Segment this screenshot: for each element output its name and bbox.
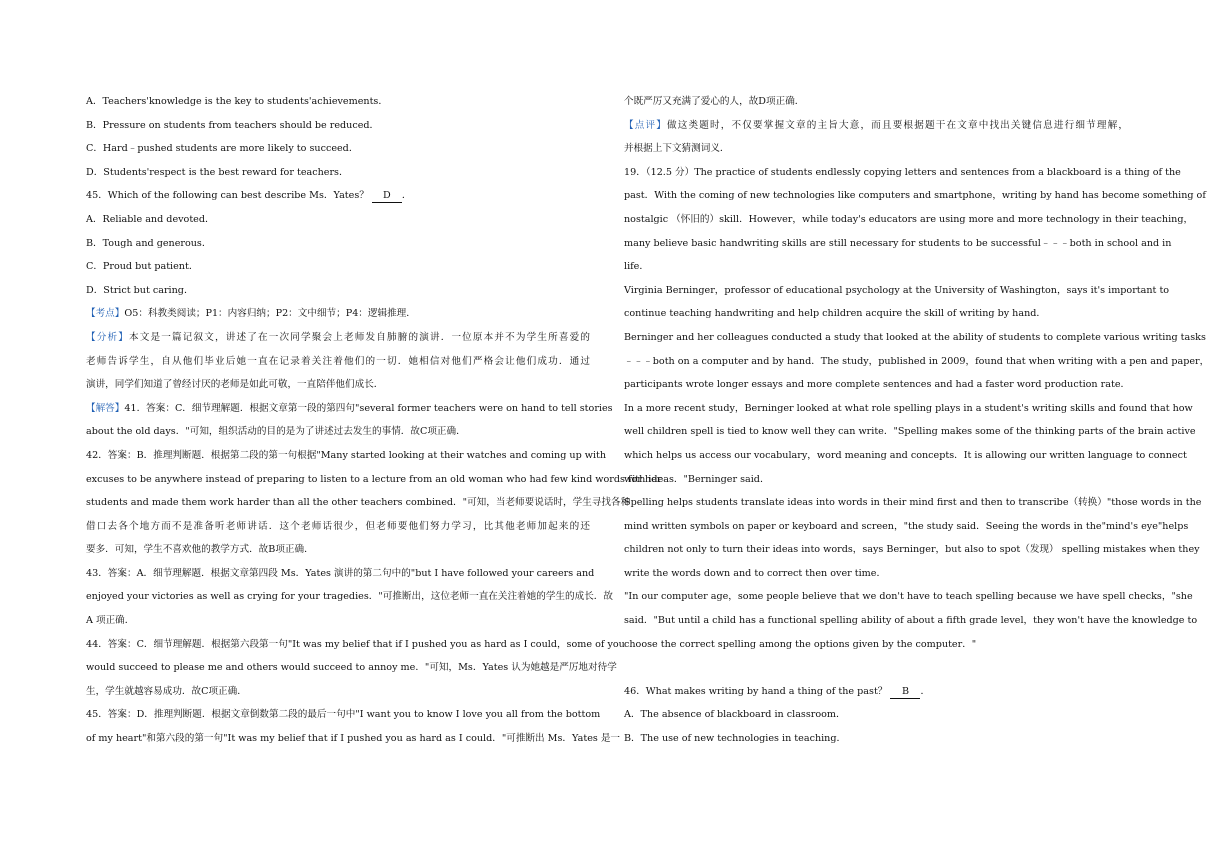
fenxi-tag: 【分析】 <box>86 331 129 343</box>
answer-43-line-3: A 项正确． <box>86 615 135 627</box>
q45-option-a: A．Reliable and devoted． <box>86 213 215 225</box>
q46-option-b: B．The use of new technologies in teaching． <box>624 733 847 745</box>
option-d-line: D．Students'respect is the best reward for teachers． <box>86 166 349 178</box>
jieda-line-2: about the old days．"可知，组织活动的目的是为了讲述过去发生的事情．故C项正确． <box>86 426 466 438</box>
answer-42-line-5: 要多．可知，学生不喜欢他的教学方式．故B项正确． <box>86 544 314 556</box>
jieda-line-1 <box>86 402 613 427</box>
answer-42-line-3: students and made them work harder than all the other teachers combined．"可知，当老师要说话时，学生寻找各种 <box>86 497 631 509</box>
dianping-text-1: 做这类题时，不仅要掌握文章的主旨大意，而且要根据题干在文章中找出关键信息进行细节理解， <box>667 119 1129 131</box>
dianping-line-2: 并根据上下文猜测词义． <box>624 143 730 155</box>
paragraph-5-line-3: children not only to turn their ideas into words，says Berninger，but also to spot（发现） spelling mistakes when they <box>624 544 1200 556</box>
question-45-text: 45．Which of the following can best describe Ms．Yates？ <box>86 190 369 202</box>
kaodian-tag: 【考点】 <box>86 308 125 320</box>
fenxi-line-3: 演讲，同学们知道了曾经讨厌的老师是如此可敬，一直陪伴他们成长． <box>86 379 384 391</box>
paragraph-3-line-3: participants wrote longer essays and more complete sentences and had a faster word production rate． <box>624 379 1131 391</box>
question-45 <box>86 190 590 214</box>
paragraph-3-line-2: ﹣﹣﹣both on a computer and by hand．The study，published in 2009，found that when writing with a pen and paper， <box>624 355 1209 367</box>
paragraph-6-line-2: said．"But until a child has a functional spelling ability of about a fifth grade level，they won't have the knowledge to <box>624 615 1198 627</box>
answer-44-line-2: would succeed to please me and others would succeed to annoy me．"可知，Ms．Yates 认为她越是严厉地对待学 <box>86 662 617 674</box>
option-a-line: A．Teachers'knowledge is the key to students'achievements． <box>86 96 388 107</box>
paragraph-6-line-3: choose the correct spelling among the options given by the computer．" <box>624 638 977 650</box>
q45-option-c: C．Proud but patient． <box>86 261 199 273</box>
paragraph-5-line-4: write the words down and to correct then over time． <box>624 567 887 579</box>
answer-45-line-1: 45．答案：D．推理判断题．根据文章倒数第二段的最后一句中"I want you to know I love you all from the bottom <box>86 709 601 721</box>
passage-19-line-4: many believe basic handwriting skills are still necessary for students to be successful﹣﹣﹣both in school and in <box>624 237 1172 249</box>
answer-45-line-2: of my heart"和第六段的第一句"It was my belief that if I pushed you as hard as I could．"可推断出 Ms．Yates 是一 <box>86 733 621 745</box>
answer-44-line-1: 44．答案：C．细节理解题．根据第六段第一句"It was my belief that if I pushed you as hard as I could，some of you <box>86 638 625 650</box>
q45-option-b: B．Tough and generous． <box>86 237 212 249</box>
passage-19-line-1: 19．（12.5 分）The practice of students endlessly copying letters and sentences from a blackboard is a thing of the <box>624 166 1181 178</box>
jieda-tag: 【解答】 <box>86 402 125 414</box>
answer-42-line-4: 借口去各个地方而不是准备听老师讲话．这个老师话很少，但老师要他们努力学习，比其他老师加起来的还 <box>86 520 590 532</box>
paragraph-4-line-4: with ideas．"Berninger said． <box>624 473 770 485</box>
paragraph-2-line-1: Virginia Berninger，professor of educational psychology at the University of Washington，says it's important to <box>624 284 1170 296</box>
passage-19-line-5: life． <box>624 261 649 273</box>
question-45-answer: D <box>372 190 402 203</box>
fenxi-line-2: 老师告诉学生，自从他们毕业后她一直在记录着关注着他们的一切．她相信对他们严格会让他们成功．通过 <box>86 355 590 367</box>
kaodian-line <box>86 308 590 332</box>
paragraph-4-line-3: which helps us access our vocabulary，word meaning and concepts．It is allowing our written language to connect <box>624 449 1187 461</box>
jieda-text-1: 41．答案：C．细节理解题．根据文章第一段的第四句"several former teachers were on hand to tell stories <box>124 402 613 414</box>
q46-option-a: A．The absence of blackboard in classroom． <box>624 709 846 721</box>
paragraph-3-line-1: Berninger and her colleagues conducted a study that looked at the ability of students to complete various writing tasks <box>624 331 1206 343</box>
fenxi-text-1: 本文是一篇记叙文，讲述了在一次同学聚会上老师发自肺腑的演讲．一位原本并不为学生所喜爱的 <box>129 331 591 343</box>
fenxi-line-1 <box>86 332 590 356</box>
question-46-answer: B <box>890 686 920 699</box>
question-45-end: ． <box>401 190 412 202</box>
answer-43-line-2: enjoyed your victories as well as crying for your tragedies．"可推断出，这位老师一直在关注着她的学生的成长．故 <box>86 591 613 603</box>
passage-19-line-3: nostalgic （怀旧的）skill．However，while today's educators are using more and more technology in their teaching， <box>624 213 1194 225</box>
dianping-line-1 <box>624 120 1128 144</box>
paragraph-6-line-1: "In our computer age，some people believe that we don't have to teach spelling because we have spell checks，"she <box>624 591 1193 603</box>
paragraph-5-line-2: mind written symbols on paper or keyboard and screen，"the study said．Seeing the words in the"mind's eye"helps <box>624 520 1189 532</box>
option-c-line: C．Hard﹣pushed students are more likely to succeed． <box>86 143 359 155</box>
q45-option-d: D．Strict but caring． <box>86 284 194 296</box>
answer-44-line-3: 生，学生就越容易成功．故C项正确． <box>86 685 247 697</box>
dianping-tag: 【点评】 <box>624 119 667 131</box>
paragraph-2-line-2: continue teaching handwriting and help children acquire the skill of writing by hand． <box>624 308 1046 320</box>
answer-42-line-1: 42．答案：B．推理判断题．根据第二段的第一句根据"Many started looking at their watches and coming up with <box>86 449 607 461</box>
answer-45-line-3: 个既严厉又充满了爱心的人，故D项正确． <box>624 96 805 107</box>
right-column <box>624 96 1209 757</box>
answer-43-line-1: 43．答案：A．细节理解题．根据文章第四段 Ms．Yates 演讲的第二句中的"but I have followed your careers and <box>86 567 595 579</box>
answer-42-line-2: excuses to be anywhere instead of preparing to listen to a lecture from an old woman who had few kind words for her <box>86 473 662 485</box>
spacer <box>624 662 1128 686</box>
paragraph-4-line-2: well children spell is tied to know well they can write．"Spelling makes some of the thinking parts of the brain active <box>624 426 1196 438</box>
option-b-line: B．Pressure on students from teachers should be reduced． <box>86 119 380 131</box>
question-46 <box>624 686 1128 710</box>
passage-19-line-2: past．With the coming of new technologies like computers and smartphone，writing by hand has become something of <box>624 190 1206 202</box>
question-46-end: ． <box>920 685 931 697</box>
kaodian-text: O5：科教类阅读；P1：内容归纳；P2：文中细节；P4：逻辑推理． <box>124 308 416 320</box>
paragraph-4-line-1: In a more recent study，Berninger looked at what role spelling plays in a student's writing skills and found that how <box>624 402 1193 414</box>
paragraph-5-line-1: Spelling helps students translate ideas into words in their mind first and then to transcribe（转换）"those words in the <box>624 497 1202 509</box>
question-46-text: 46．What makes writing by hand a thing of the past？ <box>624 685 888 697</box>
